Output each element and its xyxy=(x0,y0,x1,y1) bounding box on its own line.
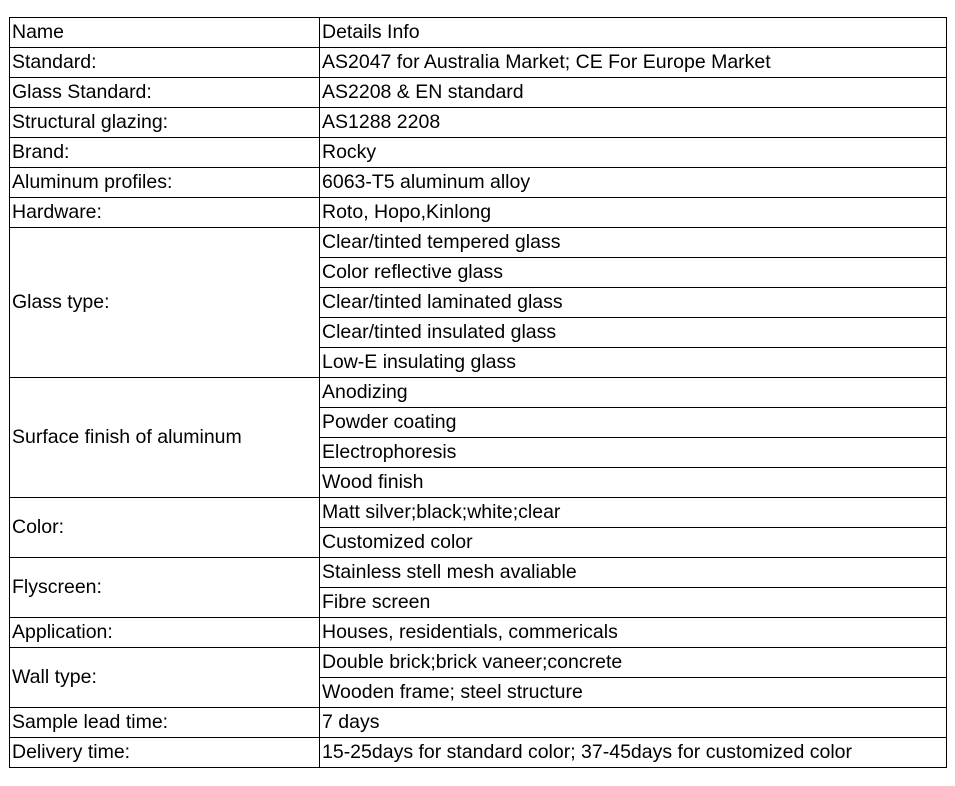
row-value-cell: Double brick;brick vaneer;concrete xyxy=(320,648,947,678)
row-label-cell: Brand: xyxy=(10,138,320,168)
row-value-cell: Color reflective glass xyxy=(320,258,947,288)
row-label-cell: Delivery time: xyxy=(10,738,320,768)
table-row xyxy=(10,138,947,168)
row-value-cell: Matt silver;black;white;clear xyxy=(320,498,947,528)
row-label-cell: Color: xyxy=(10,498,320,558)
table-row xyxy=(10,48,947,78)
row-value-cell: Fibre screen xyxy=(320,588,947,618)
row-value-cell: AS2208 & EN standard xyxy=(320,78,947,108)
row-label-cell: Aluminum profiles: xyxy=(10,168,320,198)
table-row xyxy=(10,618,947,648)
table-row xyxy=(10,738,947,768)
row-value-cell: Wood finish xyxy=(320,468,947,498)
table-row xyxy=(10,198,947,228)
header-name-cell: Name xyxy=(10,18,320,48)
table-row xyxy=(10,228,947,258)
row-label-cell: Glass Standard: xyxy=(10,78,320,108)
header-row xyxy=(10,18,947,48)
row-value-cell: Clear/tinted tempered glass xyxy=(320,228,947,258)
row-label-cell: Surface finish of aluminum xyxy=(10,378,320,498)
spec-table xyxy=(9,17,947,768)
row-value-cell: Clear/tinted insulated glass xyxy=(320,318,947,348)
table-row xyxy=(10,78,947,108)
row-value-cell: 7 days xyxy=(320,708,947,738)
table-row xyxy=(10,498,947,528)
row-value-cell: AS1288 2208 xyxy=(320,108,947,138)
row-label-cell: Glass type: xyxy=(10,228,320,378)
row-value-cell: Stainless stell mesh avaliable xyxy=(320,558,947,588)
spec-table-body xyxy=(10,18,947,768)
row-label-cell: Application: xyxy=(10,618,320,648)
row-value-cell: AS2047 for Australia Market; CE For Europe Market xyxy=(320,48,947,78)
row-value-cell: Rocky xyxy=(320,138,947,168)
row-label-cell: Flyscreen: xyxy=(10,558,320,618)
table-row xyxy=(10,168,947,198)
table-row xyxy=(10,378,947,408)
row-value-cell: Wooden frame; steel structure xyxy=(320,678,947,708)
row-label-cell: Sample lead time: xyxy=(10,708,320,738)
table-row xyxy=(10,648,947,678)
row-value-cell: Roto, Hopo,Kinlong xyxy=(320,198,947,228)
row-value-cell: 6063-T5 aluminum alloy xyxy=(320,168,947,198)
row-label-cell: Wall type: xyxy=(10,648,320,708)
row-label-cell: Structural glazing: xyxy=(10,108,320,138)
table-row xyxy=(10,108,947,138)
row-value-cell: Anodizing xyxy=(320,378,947,408)
row-label-cell: Standard: xyxy=(10,48,320,78)
row-value-cell: Customized color xyxy=(320,528,947,558)
row-value-cell: 15-25days for standard color; 37-45days for customized color xyxy=(320,738,947,768)
row-value-cell: Clear/tinted laminated glass xyxy=(320,288,947,318)
row-value-cell: Electrophoresis xyxy=(320,438,947,468)
row-value-cell: Low-E insulating glass xyxy=(320,348,947,378)
row-label-cell: Hardware: xyxy=(10,198,320,228)
row-value-cell: Powder coating xyxy=(320,408,947,438)
header-details-cell: Details Info xyxy=(320,18,947,48)
row-value-cell: Houses, residentials, commericals xyxy=(320,618,947,648)
table-row xyxy=(10,708,947,738)
table-row xyxy=(10,558,947,588)
